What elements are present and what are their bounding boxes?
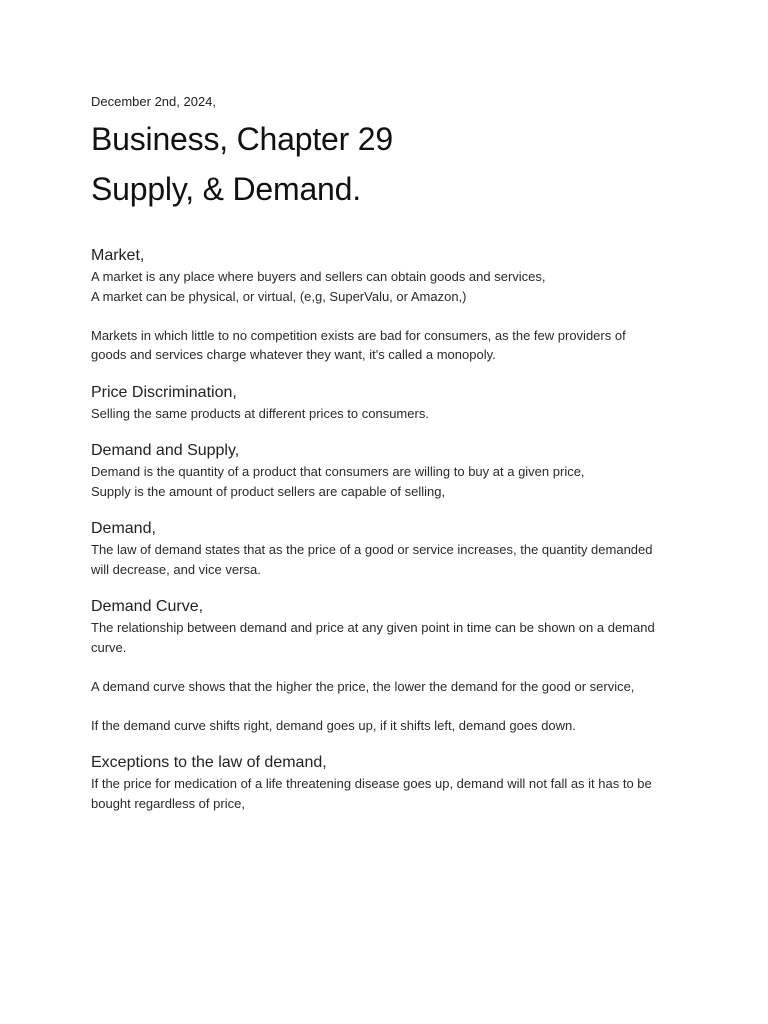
document-body bbox=[91, 246, 680, 813]
section-paragraph: If the price for medication of a life threatening disease goes up, demand will not fall as it has to be bought regardless of price, bbox=[91, 776, 652, 811]
section-heading: Market, bbox=[91, 247, 145, 264]
section-paragraph: If the demand curve shifts right, demand goes up, if it shifts left, demand goes down. bbox=[91, 717, 576, 733]
section-heading: Demand, bbox=[91, 520, 156, 537]
section-demand-and-supply bbox=[91, 441, 680, 501]
document-title-line-1: Business, Chapter 29 bbox=[91, 121, 393, 157]
section-paragraph: A market is any place where buyers and sellers can obtain goods and services, A market can be physical, or virtual, (e,g, SuperValu, or Amazon,) bbox=[91, 269, 546, 304]
document-date: December 2nd, 2024, bbox=[91, 94, 217, 109]
section-demand-curve bbox=[91, 597, 680, 735]
section-price-discrimination bbox=[91, 383, 680, 424]
section-heading: Price Discrimination, bbox=[91, 383, 237, 401]
section-heading: Exceptions to the law of demand, bbox=[91, 754, 327, 771]
section-paragraph: The relationship between demand and price at any given point in time can be shown on a demand curve. bbox=[91, 620, 655, 655]
document-title-line-2: Supply, & Demand. bbox=[91, 171, 361, 207]
section-paragraph: Markets in which little to no competition exists are bad for consumers, as the few providers of goods and services charge whatever they want, it's called a monopoly. bbox=[91, 327, 626, 362]
section-market bbox=[91, 246, 680, 365]
section-paragraph: A demand curve shows that the higher the price, the lower the demand for the good or service, bbox=[91, 678, 635, 694]
section-heading: Demand Curve, bbox=[91, 598, 204, 615]
section-paragraph: Selling the same products at different prices to consumers. bbox=[91, 405, 429, 421]
section-heading: Demand and Supply, bbox=[91, 442, 240, 459]
section-paragraph: Demand is the quantity of a product that consumers are willing to buy at a given price, Supply is the amount of product sellers are capable of selling, bbox=[91, 464, 585, 499]
section-demand bbox=[91, 519, 680, 579]
section-exceptions bbox=[91, 753, 680, 813]
section-paragraph: The law of demand states that as the price of a good or service increases, the quantity demanded will decrease, and vice versa. bbox=[91, 542, 653, 577]
